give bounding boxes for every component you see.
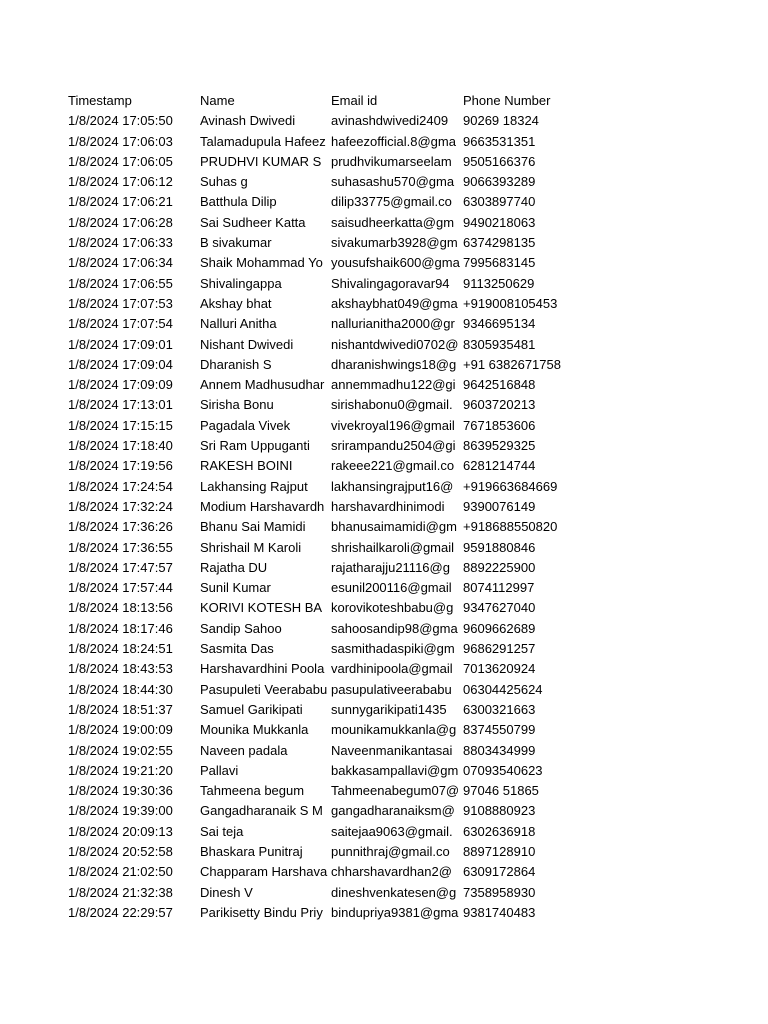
email-cell: sivakumarb3928@gm [331,235,458,251]
timestamp-cell: 1/8/2024 17:07:54 [68,316,173,332]
table-row [68,152,588,172]
phone-cell: 06304425624 [463,681,543,697]
phone-cell: 9505166376 [463,153,536,169]
phone-cell: 9066393289 [463,174,536,190]
timestamp-cell: 1/8/2024 17:07:53 [68,295,173,311]
timestamp-cell: 1/8/2024 22:29:57 [68,904,173,920]
email-cell: Naveenmanikantasai [331,742,453,758]
email-cell: esunil200116@gmail [331,580,452,596]
timestamp-cell: 1/8/2024 19:00:09 [68,722,173,738]
phone-cell: +91 6382671758 [463,356,561,372]
timestamp-cell: 1/8/2024 19:02:55 [68,742,173,758]
table-row [68,598,588,618]
table-row [68,903,588,923]
table-row [68,862,588,882]
name-cell: Samuel Garikipati [200,701,303,717]
table-row [68,741,588,761]
timestamp-cell: 1/8/2024 17:19:56 [68,458,173,474]
name-cell: Sasmita Das [200,641,274,657]
phone-cell: +919663684669 [463,478,558,494]
name-cell: KORIVI KOTESH BA [200,600,323,616]
name-cell: Dinesh V [200,884,253,900]
phone-cell: 6303897740 [463,194,536,210]
email-cell: pasupulativeerababu [331,681,452,697]
name-cell: Naveen padala [200,742,288,758]
phone-cell: 9642516848 [463,377,536,393]
name-cell: Tahmeena begum [200,783,305,799]
table-row [68,294,588,314]
timestamp-cell: 1/8/2024 17:06:21 [68,194,173,210]
table-row [68,111,588,131]
email-cell: nallurianitha2000@gr [331,316,455,332]
email-cell: bakkasampallavi@gm [331,762,459,778]
phone-cell: 9390076149 [463,498,536,514]
email-cell: korovikoteshbabu@g [331,600,454,616]
phone-cell: 90269 18324 [463,113,539,129]
table-row [68,274,588,294]
table-row [68,781,588,801]
email-cell: suhasashu570@gma [331,174,455,190]
name-cell: Rajatha DU [200,559,268,575]
email-cell: rajatharajju21116@g [331,559,450,575]
timestamp-cell: 1/8/2024 18:44:30 [68,681,173,697]
table-row [68,477,588,497]
email-cell: prudhvikumarseelam [331,153,452,169]
phone-cell: 6300321663 [463,701,536,717]
phone-cell: 8897128910 [463,843,536,859]
table-row [68,517,588,537]
phone-cell: 9686291257 [463,641,536,657]
phone-cell: 9346695134 [463,316,536,332]
name-cell: B sivakumar [200,235,272,251]
name-cell: Sunil Kumar [200,580,271,596]
timestamp-cell: 1/8/2024 17:09:04 [68,356,173,372]
email-cell: lakhansingrajput16@ [331,478,454,494]
table-row [68,233,588,253]
spreadsheet-table [68,91,588,923]
name-cell: Nalluri Anitha [200,316,277,332]
email-cell: srirampandu2504@gi [331,438,456,454]
name-cell: Sirisha Bonu [200,397,274,413]
phone-cell: 07093540623 [463,762,543,778]
phone-cell: 8803434999 [463,742,536,758]
timestamp-cell: 1/8/2024 17:09:01 [68,336,173,352]
timestamp-cell: 1/8/2024 17:15:15 [68,417,173,433]
timestamp-cell: 1/8/2024 19:21:20 [68,762,173,778]
phone-cell: 9663531351 [463,133,536,149]
email-cell: mounikamukkanla@g [331,722,457,738]
name-cell: Bhanu Sai Mamidi [200,519,306,535]
timestamp-cell: 1/8/2024 17:13:01 [68,397,173,413]
phone-cell: 9591880846 [463,539,536,555]
table-row [68,720,588,740]
table-row [68,436,588,456]
name-cell: Avinash Dwivedi [200,113,296,129]
name-cell: Shaik Mohammad Yo [200,255,323,271]
phone-cell: 7358958930 [463,884,536,900]
table-row [68,883,588,903]
table-row [68,132,588,152]
phone-cell: +918688550820 [463,519,558,535]
name-cell: Dharanish S [200,356,272,372]
timestamp-cell: 1/8/2024 17:32:24 [68,498,173,514]
timestamp-cell: 1/8/2024 21:02:50 [68,864,173,880]
name-cell: RAKESH BOINI [200,458,293,474]
timestamp-cell: 1/8/2024 19:39:00 [68,803,173,819]
email-cell: Tahmeenabegum07@ [331,783,460,799]
email-cell: saisudheerkatta@gm [331,214,455,230]
name-cell: PRUDHVI KUMAR S [200,153,322,169]
phone-cell: 9609662689 [463,620,536,636]
header-email: Email id [331,93,378,108]
table-row [68,314,588,334]
email-cell: harshavardhinimodi [331,498,445,514]
phone-cell: 9381740483 [463,904,536,920]
timestamp-cell: 1/8/2024 20:09:13 [68,823,173,839]
table-row [68,213,588,233]
name-cell: Modium Harshavardh [200,498,325,514]
name-cell: Nishant Dwivedi [200,336,294,352]
email-cell: sirishabonu0@gmail. [331,397,453,413]
table-row [68,619,588,639]
name-cell: Sai Sudheer Katta [200,214,306,230]
email-cell: dineshvenkatesen@g [331,884,457,900]
table-row [68,558,588,578]
phone-cell: 8892225900 [463,559,536,575]
email-cell: sahoosandip98@gma [331,620,458,636]
timestamp-cell: 1/8/2024 19:30:36 [68,783,173,799]
table-row [68,253,588,273]
timestamp-cell: 1/8/2024 17:36:26 [68,519,173,535]
header-phone: Phone Number [463,93,551,108]
table-row [68,416,588,436]
email-cell: annemmadhu122@gi [331,377,456,393]
email-cell: gangadharanaiksm@ [331,803,455,819]
name-cell: Sai teja [200,823,244,839]
phone-cell: 9603720213 [463,397,536,413]
email-cell: dharanishwings18@g [331,356,457,372]
table-row [68,700,588,720]
email-cell: dilip33775@gmail.co [331,194,452,210]
phone-cell: 8374550799 [463,722,536,738]
phone-cell: 8305935481 [463,336,536,352]
email-cell: punnithraj@gmail.co [331,843,450,859]
email-cell: nishantdwivedi0702@ [331,336,459,352]
table-row [68,456,588,476]
name-cell: Shivalingappa [200,275,282,291]
phone-cell: 6309172864 [463,864,536,880]
name-cell: Lakhansing Rajput [200,478,308,494]
table-row [68,375,588,395]
phone-cell: 7671853606 [463,417,536,433]
name-cell: Pagadala Vivek [200,417,291,433]
table-row [68,761,588,781]
timestamp-cell: 1/8/2024 17:06:05 [68,153,173,169]
table-row [68,538,588,558]
phone-cell: 9490218063 [463,214,536,230]
email-cell: bhanusaimamidi@gm [331,519,457,535]
name-cell: Akshay bhat [200,295,272,311]
name-cell: Mounika Mukkanla [200,722,309,738]
timestamp-cell: 1/8/2024 17:06:28 [68,214,173,230]
email-cell: yousufshaik600@gma [331,255,460,271]
phone-cell: 7995683145 [463,255,536,271]
email-cell: avinashdwivedi2409 [331,113,449,129]
name-cell: Sandip Sahoo [200,620,282,636]
name-cell: Annem Madhusudhar [200,377,325,393]
phone-cell: 8074112997 [463,580,535,596]
phone-cell: 6374298135 [463,235,536,251]
table-row [68,497,588,517]
email-cell: Shivalingagoravar94 [331,275,450,291]
table-body [68,111,588,923]
name-cell: Bhaskara Punitraj [200,843,303,859]
timestamp-cell: 1/8/2024 17:06:33 [68,235,173,251]
table-row [68,395,588,415]
timestamp-cell: 1/8/2024 17:06:34 [68,255,173,271]
name-cell: Chapparam Harshava [200,864,328,880]
email-cell: sasmithadaspiki@gm [331,641,455,657]
phone-cell: 9108880923 [463,803,536,819]
name-cell: Pallavi [200,762,239,778]
email-cell: bindupriya9381@gma [331,904,459,920]
email-cell: rakeee221@gmail.co [331,458,455,474]
name-cell: Batthula Dilip [200,194,277,210]
table-row [68,335,588,355]
email-cell: shrishailkaroli@gmail [331,539,455,555]
timestamp-cell: 1/8/2024 21:32:38 [68,884,173,900]
timestamp-cell: 1/8/2024 18:43:53 [68,661,173,677]
name-cell: Gangadharanaik S M [200,803,323,819]
table-row [68,578,588,598]
email-cell: chharshavardhan2@ [331,864,452,880]
name-cell: Sri Ram Uppuganti [200,438,310,454]
email-cell: saitejaa9063@gmail. [331,823,453,839]
phone-cell: 8639529325 [463,438,536,454]
email-cell: sunnygarikipati1435 [331,701,447,717]
name-cell: Harshavardhini Poola [200,661,325,677]
name-cell: Talamadupula Hafeez [200,133,326,149]
table-row [68,801,588,821]
timestamp-cell: 1/8/2024 17:05:50 [68,113,173,129]
timestamp-cell: 1/8/2024 17:47:57 [68,559,173,575]
timestamp-cell: 1/8/2024 20:52:58 [68,843,173,859]
name-cell: Pasupuleti Veerababu [200,681,328,697]
phone-cell: 7013620924 [463,661,536,677]
timestamp-cell: 1/8/2024 18:13:56 [68,600,173,616]
phone-cell: +919008105453 [463,295,558,311]
email-cell: hafeezofficial.8@gma [331,133,456,149]
timestamp-cell: 1/8/2024 17:57:44 [68,580,173,596]
table-row [68,172,588,192]
timestamp-cell: 1/8/2024 17:24:54 [68,478,173,494]
phone-cell: 9113250629 [463,275,535,291]
phone-cell: 6281214744 [463,458,536,474]
table-row [68,842,588,862]
timestamp-cell: 1/8/2024 17:36:55 [68,539,173,555]
table-row [68,355,588,375]
timestamp-cell: 1/8/2024 17:06:12 [68,174,173,190]
table-row [68,659,588,679]
timestamp-cell: 1/8/2024 17:09:09 [68,377,173,393]
email-cell: vardhinipoola@gmail [331,661,453,677]
phone-cell: 97046 51865 [463,783,539,799]
table-row [68,822,588,842]
timestamp-cell: 1/8/2024 17:18:40 [68,438,173,454]
table-row [68,680,588,700]
name-cell: Shrishail M Karoli [200,539,302,555]
timestamp-cell: 1/8/2024 17:06:03 [68,133,173,149]
header-row [68,91,588,111]
timestamp-cell: 1/8/2024 18:24:51 [68,641,173,657]
phone-cell: 6302636918 [463,823,536,839]
header-name: Name [200,93,235,108]
email-cell: akshaybhat049@gma [331,295,458,311]
name-cell: Parikisetty Bindu Priy [200,904,323,920]
name-cell: Suhas g [200,174,248,190]
phone-cell: 9347627040 [463,600,536,616]
table-row [68,192,588,212]
email-cell: vivekroyal196@gmail [331,417,455,433]
timestamp-cell: 1/8/2024 17:06:55 [68,275,173,291]
timestamp-cell: 1/8/2024 18:17:46 [68,620,173,636]
timestamp-cell: 1/8/2024 18:51:37 [68,701,173,717]
header-timestamp: Timestamp [68,93,132,108]
table-row [68,639,588,659]
